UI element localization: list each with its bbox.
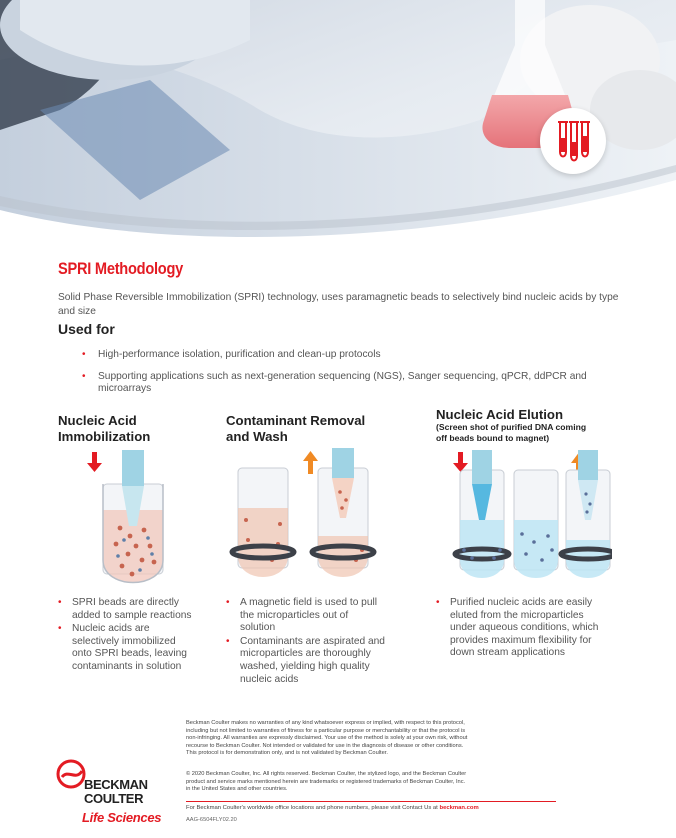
immobilization-bullets	[58, 597, 198, 675]
document-code: AAG-6504FLY02.20	[186, 817, 237, 823]
column-subheading-elution: (Screen shot of purified DNA coming off beads bound to magnet)	[436, 422, 587, 443]
elution-bullets	[436, 597, 606, 661]
list-item: • Nucleic acids are selectively immobilized onto SPRI beads, leaving contaminants in solution	[58, 623, 198, 673]
list-item: • Supporting applications such as next-generation sequencing (NGS), Sanger sequencing, qPCR, ddPCR and microarrays	[82, 371, 622, 396]
list-item: • Purified nucleic acids are easily eluted from the microparticles under aqueous conditions, which provides maximum flexibility for down stream applications	[436, 597, 606, 660]
disclaimer-text: Beckman Coulter makes no warranties of any kind whatsoever express or implied, with respect to this protocol, including but not limited to warranties of fitness for a particular purpose or merchantability or that the protocol is non-infringing. All warranties are expressly disclaimed. Your use of the method is solely at your own risk, without recourse to Beckman Coulter. Not intended or validated for use in the diagnosis of disease or other conditions. This protocol is for demonstration only, and is not validated by Beckman Coulter.	[186, 720, 468, 757]
beckman-coulter-logo: BECKMAN COULTER Life Sciences	[56, 757, 176, 829]
list-item: • Contaminants are aspirated and microparticles are thoroughly washed, yielding high quality nucleic acids	[226, 636, 386, 686]
contact-line: For Beckman Coulter's worldwide office locations and phone numbers, please visit Contact Us at beckman.com	[186, 805, 479, 811]
elution-illustration	[452, 450, 612, 595]
column-heading-contaminant-removal: Contaminant Removal and Wash	[226, 413, 366, 444]
list-item: • High-performance isolation, purification and clean-up protocols	[82, 349, 622, 362]
column-heading-immobilization: Nucleic Acid Immobilization	[58, 413, 151, 444]
test-tubes-badge-icon	[540, 108, 606, 174]
copyright-text: © 2020 Beckman Coulter, Inc. All rights reserved. Beckman Coulter, the stylized logo, and the Beckman Coulter product and service marks mentioned herein are trademarks or registered trademarks of Beckman Coulter, Inc. in the United States and other countries.	[186, 771, 467, 793]
immobilization-illustration	[58, 450, 208, 595]
column-heading-elution: Nucleic Acid Elution	[436, 407, 564, 422]
footer-divider	[186, 801, 556, 802]
contaminant-removal-illustration	[226, 448, 396, 595]
contaminant-removal-bullets	[226, 597, 386, 687]
list-item: • A magnetic field is used to pull the microparticles out of solution	[226, 597, 386, 635]
page-title: SPRI Methodology	[58, 259, 184, 278]
intro-paragraph: Solid Phase Reversible Immobilization (SPRI) technology, uses paramagnetic beads to selectively bind nucleic acids by type and size	[58, 292, 619, 317]
list-item: • SPRI beads are directly added to sample reactions	[58, 597, 198, 622]
website-link[interactable]: beckman.com	[439, 805, 479, 811]
beckman-coulter-logo-mark-icon	[56, 759, 86, 789]
used-for-heading: Used for	[58, 321, 115, 337]
used-for-list	[82, 349, 622, 405]
